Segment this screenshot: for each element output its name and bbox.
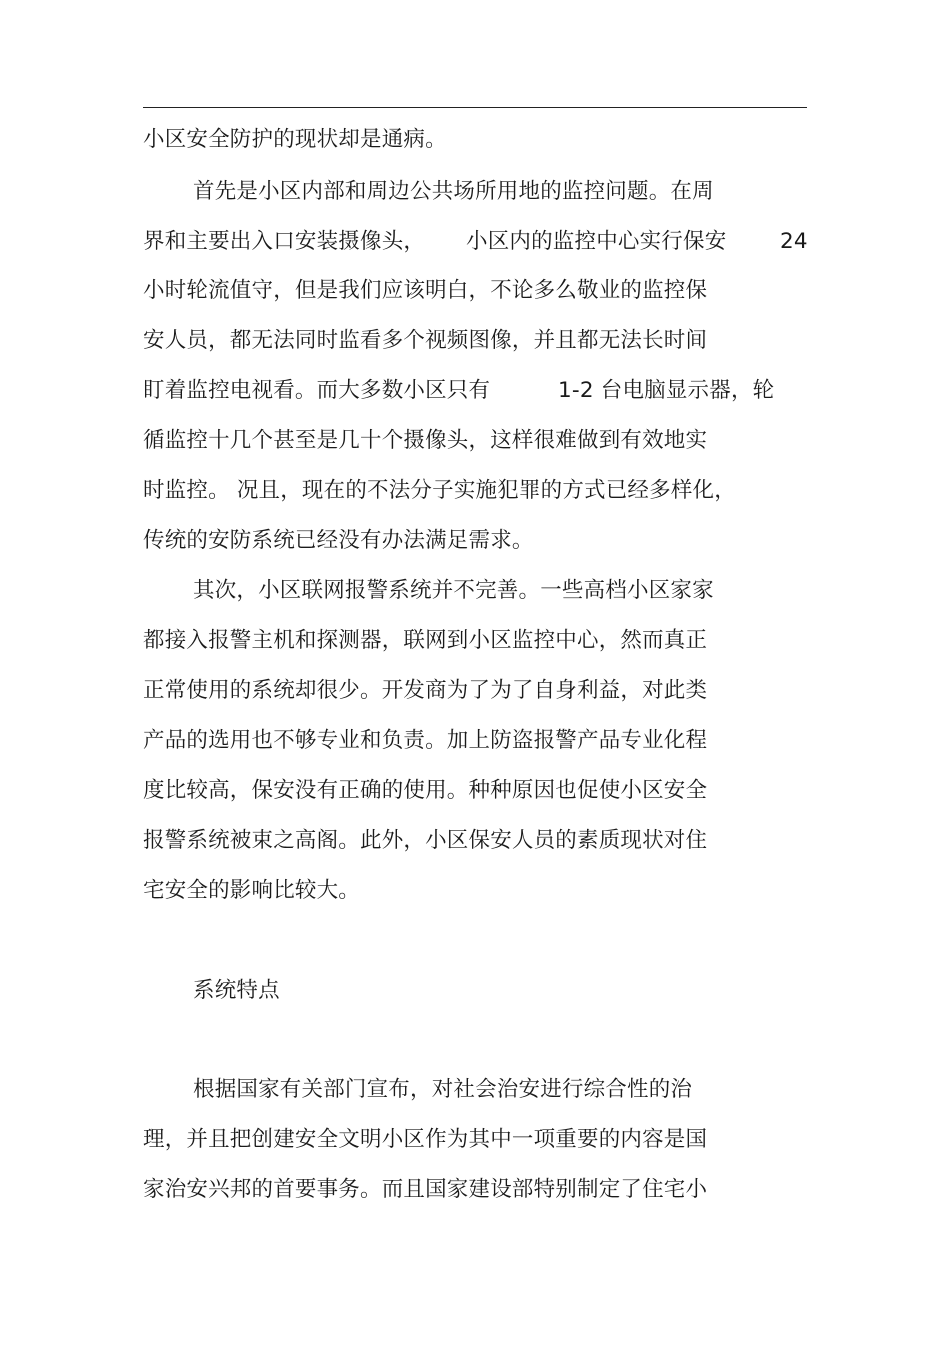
text-segment: 盯着监控电视看。而大多数小区只有 <box>143 378 491 403</box>
section-heading: 系统特点 <box>193 978 280 1003</box>
text-segment: 1-2 台电脑显示器，轮 <box>558 378 775 403</box>
text-line: 正常使用的系统却很少。开发商为了为了自身利益，对此类 <box>143 678 708 703</box>
text-line: 传统的安防系统已经没有办法满足需求。 <box>143 528 534 553</box>
text-line: 小时轮流值守，但是我们应该明白，不论多么敬业的监控保 <box>143 278 708 303</box>
text-line <box>143 374 807 408</box>
text-line: 其次，小区联网报警系统并不完善。一些高档小区家家 <box>193 578 714 603</box>
text-segment: 小区内的监控中心实行保安 <box>466 229 727 254</box>
text-line: 循监控十几个甚至是几十个摄像头，这样很难做到有效地实 <box>143 428 708 453</box>
text-segment: 24 <box>780 229 808 254</box>
text-line <box>143 225 807 259</box>
text-line: 安人员，都无法同时监看多个视频图像，并且都无法长时间 <box>143 328 708 353</box>
text-line: 都接入报警主机和探测器，联网到小区监控中心，然而真正 <box>143 628 708 653</box>
text-line: 度比较高，保安没有正确的使用。种种原因也促使小区安全 <box>143 778 708 803</box>
text-line: 报警系统被束之高阁。此外，小区保安人员的素质现状对住 <box>143 828 708 853</box>
text-line: 小区安全防护的现状却是通病。 <box>143 127 447 152</box>
text-line: 时监控。 况且，现在的不法分子实施犯罪的方式已经多样化， <box>143 478 736 503</box>
text-line: 首先是小区内部和周边公共场所用地的监控问题。在周 <box>193 179 714 204</box>
text-line: 理，并且把创建安全文明小区作为其中一项重要的内容是国 <box>143 1127 708 1152</box>
text-line: 家治安兴邦的首要事务。而且国家建设部特别制定了住宅小 <box>143 1177 708 1202</box>
text-line: 产品的选用也不够专业和负责。加上防盗报警产品专业化程 <box>143 728 708 753</box>
text-line: 根据国家有关部门宣布，对社会治安进行综合性的治 <box>193 1077 693 1102</box>
text-segment: 界和主要出入口安装摄像头， <box>143 229 426 254</box>
text-line: 宅安全的影响比较大。 <box>143 878 361 903</box>
header-rule <box>143 107 807 108</box>
